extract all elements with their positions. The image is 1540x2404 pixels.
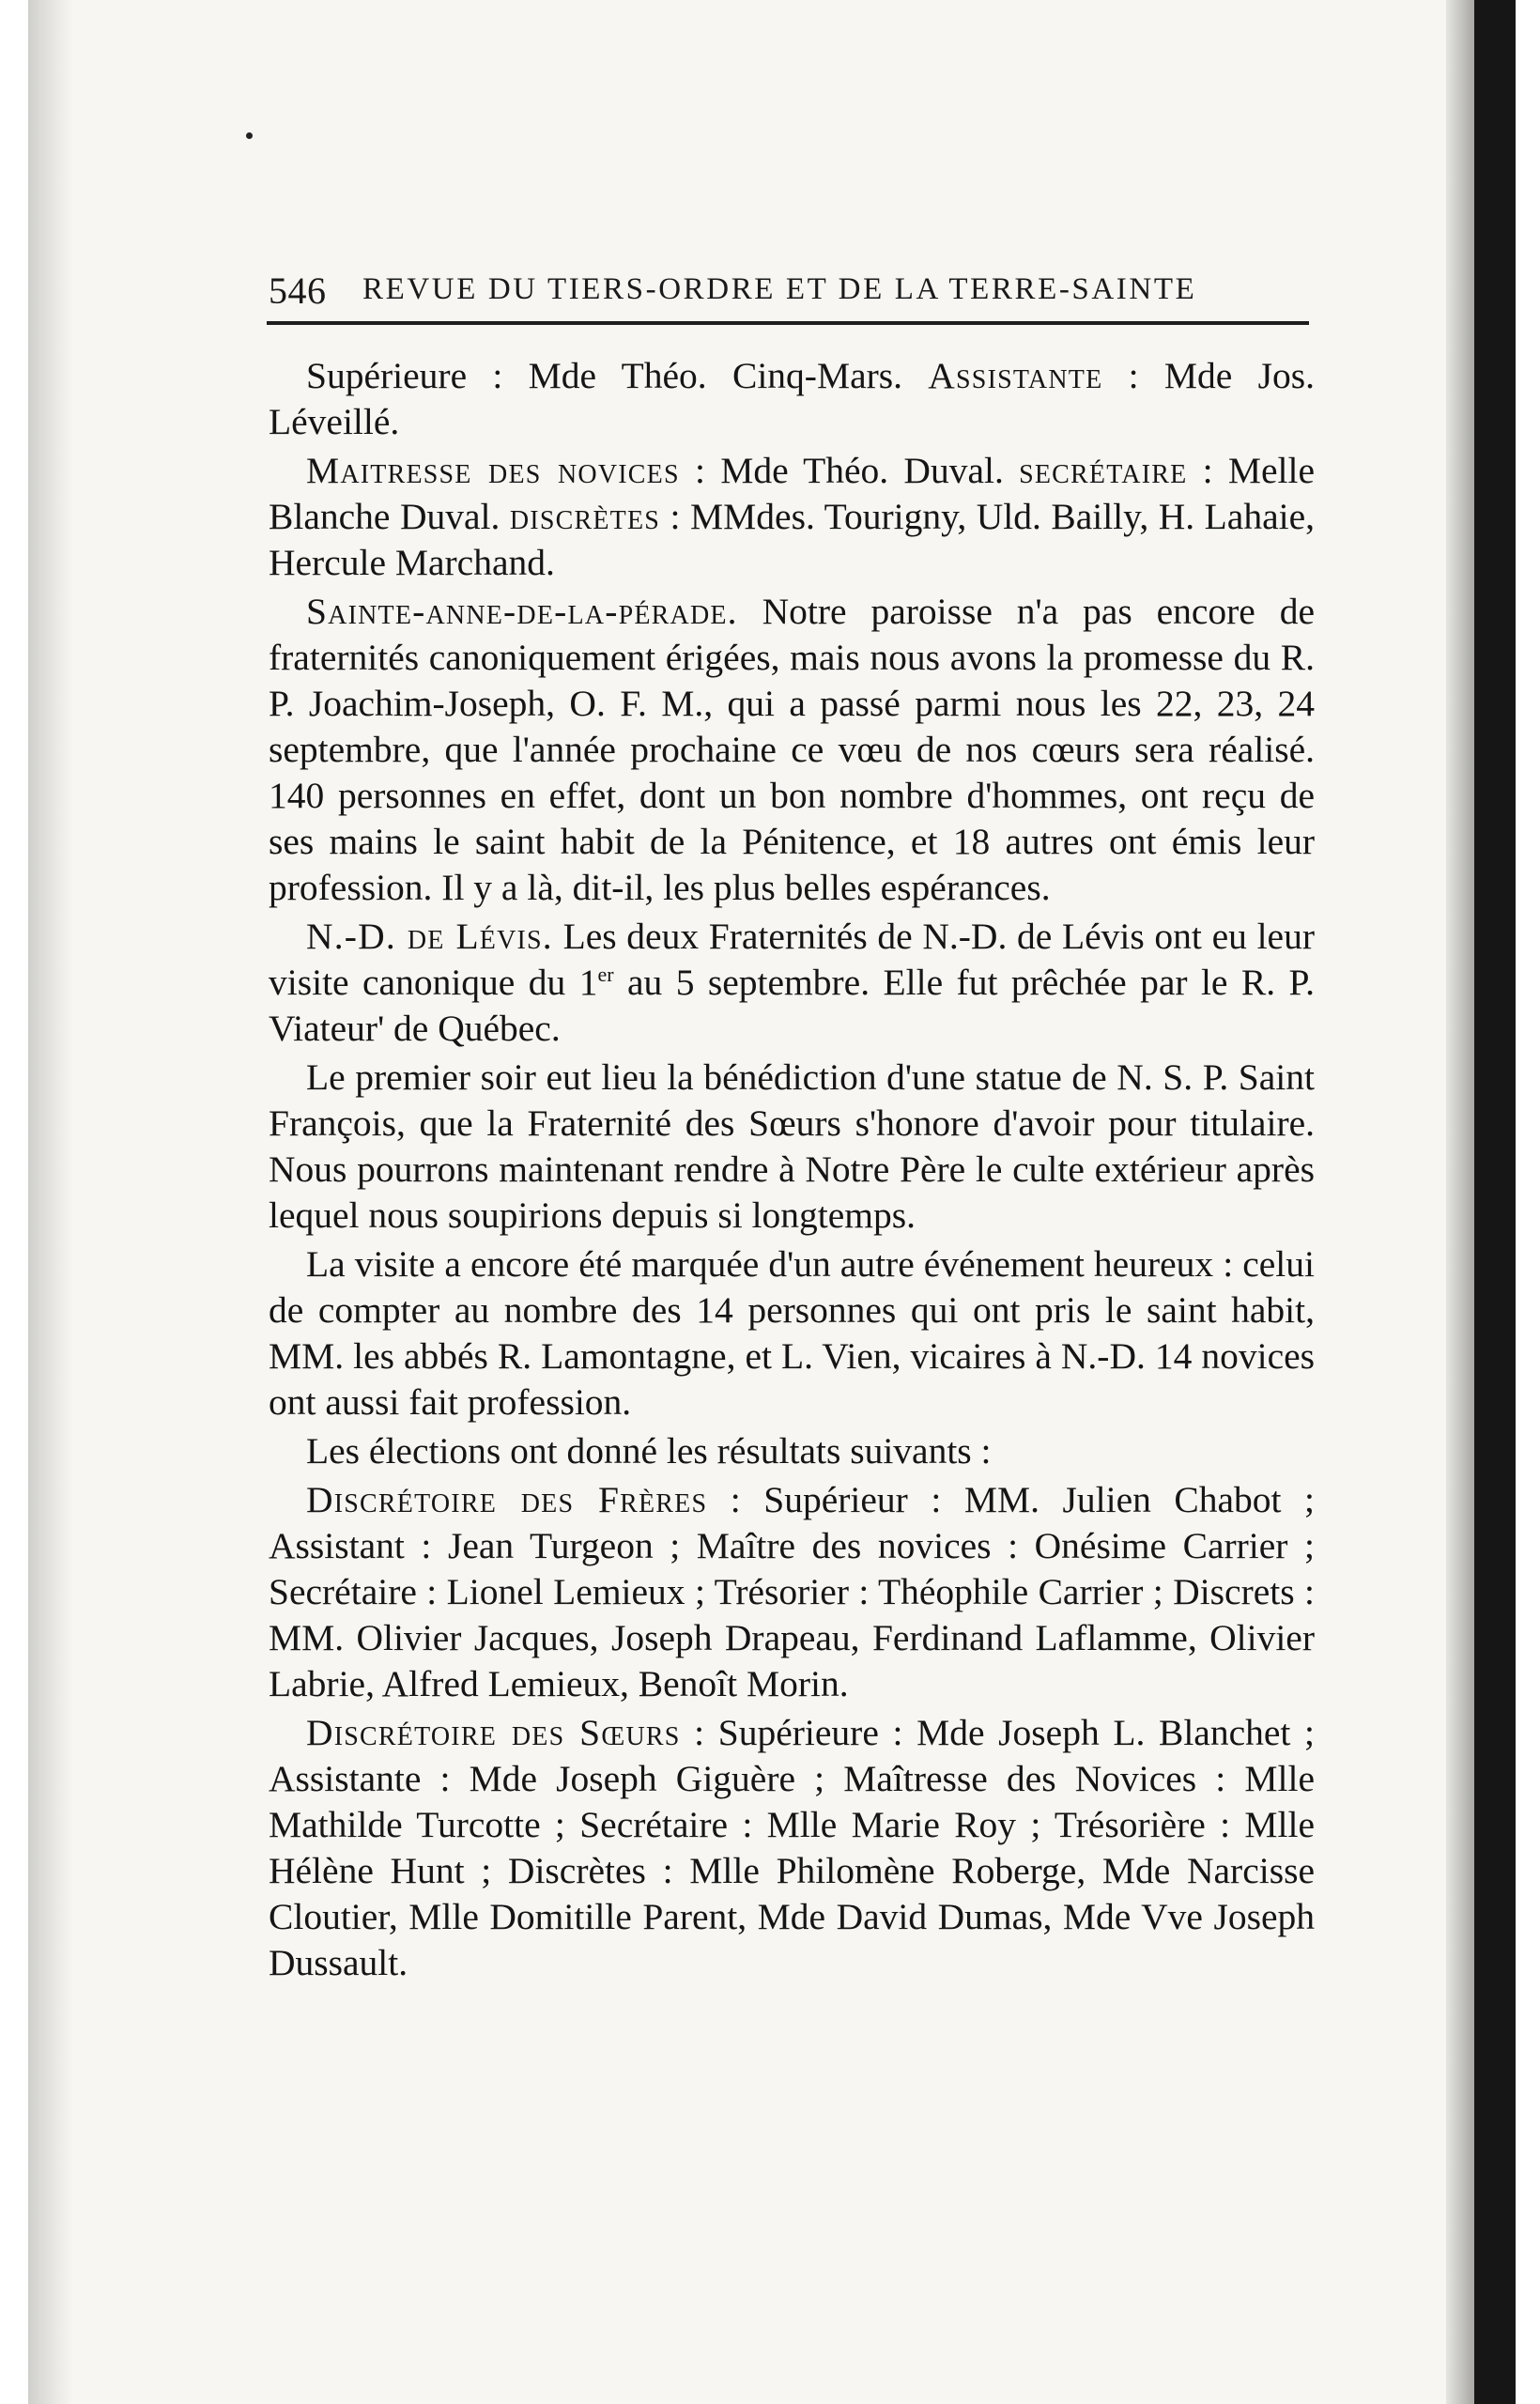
section-label: Sainte-anne-de-la-pérade. [306,591,738,632]
paragraph-text: Notre paroisse n'a pas encore de fraternités canoniquement érigées, mais nous avons la promesse du R. P. Joachim-Joseph, O. F. M., qui a passé parmi nous les 22, 23, 24 septembre, que l'année prochaine ce vœu de nos cœurs sera réalisé. 140 personnes en effet, dont un bon nombre d'hommes, ont reçu de ses mains le saint habit de la Pénitence, et 18 autres ont émis leur profession. Il y a là, dit-il, les plus belles espérances. [269,591,1315,908]
paragraph-officers-maitresse [269,448,1315,586]
running-header [269,265,1313,319]
paragraph-text: : Supérieure : Mde Joseph L. Blanchet ; Assistante : Mde Joseph Giguère ; Maîtresse des Novices : Mlle Mathilde Turcotte ; Secrétaire : Mlle Marie Roy ; Trésorière : Mlle Hélène Hunt ; Discrètes : Mlle Philomène Roberge, Mde Narcisse Cloutier, Mlle Domitille Parent, Mde David Dumas, Mde Vve Joseph Dussault. [269,1712,1315,1983]
section-label: Discrétoire des Frères [306,1479,708,1520]
paragraph-text: Le premier soir eut lieu la bénédiction d'une statue de N. S. P. Saint François, que la Fraternité des Sœurs s'honore d'avoir pour titulaire. Nous pourrons maintenant rendre à Notre Père le culte extérieur après lequel nous soupirions depuis si longtemps. [269,1056,1315,1236]
header-rule [267,321,1309,325]
ink-speck [246,132,253,139]
article-body [269,353,1315,1989]
role-label: Assistante [928,355,1103,396]
paragraph-text: : Mde Jos. Léveillé. [269,355,1316,442]
paragraph-benediction [269,1055,1315,1239]
page-number: 546 [269,270,327,312]
paragraph-text: au 5 septembre. Elle fut prêchée par le R. P. Viateur' de Québec. [269,962,1315,1049]
role-label: Maitresse des novices [306,450,680,491]
role-label: discrètes [509,496,661,537]
paragraph-text: Les élections ont donné les résultats suivants : [306,1430,992,1472]
role-label: secrétaire [1019,450,1188,491]
paragraph-visite [269,1241,1315,1425]
paragraph-text: : Melle Blanche Duval. [269,450,1316,537]
paragraph-text: Supérieure : Mde Théo. Cinq-Mars. [306,355,929,396]
page-gutter [1446,0,1474,2404]
paragraph-text: : Mde Théo. Duval. [679,450,1020,491]
running-title: REVUE DU TIERS-ORDRE ET DE LA TERRE-SAINTE [362,272,1197,306]
paragraph-text: La visite a encore été marquée d'un autre événement heureux : celui de compter au nombre des 14 personnes qui ont pris le saint habit, MM. les abbés R. Lamontagne, et L. Vien, vicaires à N.-D. 14 novices ont aussi fait profession. [269,1243,1315,1423]
paragraph-text: : Supérieur : MM. Julien Chabot ; Assistant : Jean Turgeon ; Maître des novices : Onésime Carrier ; Secrétaire : Lionel Lemieux ; Trésorier : Théophile Carrier ; Discrets : MM. Olivier Jacques, Joseph Drapeau, Ferdinand Laflamme, Olivier Labrie, Alfred Lemieux, Benoît Morin. [269,1479,1315,1704]
ordinal-superscript: er [597,963,614,986]
paragraph-sainte-anne [269,589,1315,911]
paragraph-discretoire-soeurs [269,1710,1315,1986]
paragraph-text: : MMdes. Tourigny, Uld. Bailly, H. Lahaie, Hercule Marchand. [269,496,1315,583]
scanner-edge [1474,0,1516,2404]
paragraph-elections [269,1428,1315,1474]
paragraph-officers-superieure [269,353,1315,445]
paragraph-text: Les deux Fraternités de N.-D. de Lévis ont eu leur visite canonique du 1 [269,916,1315,1003]
section-label: Discrétoire des Sœurs [306,1712,681,1753]
paragraph-discretoire-freres [269,1477,1315,1707]
section-label: N.-D. de Lévis. [306,916,553,957]
page-binding-shadow [28,0,73,2404]
paragraph-nd-levis [269,914,1315,1052]
